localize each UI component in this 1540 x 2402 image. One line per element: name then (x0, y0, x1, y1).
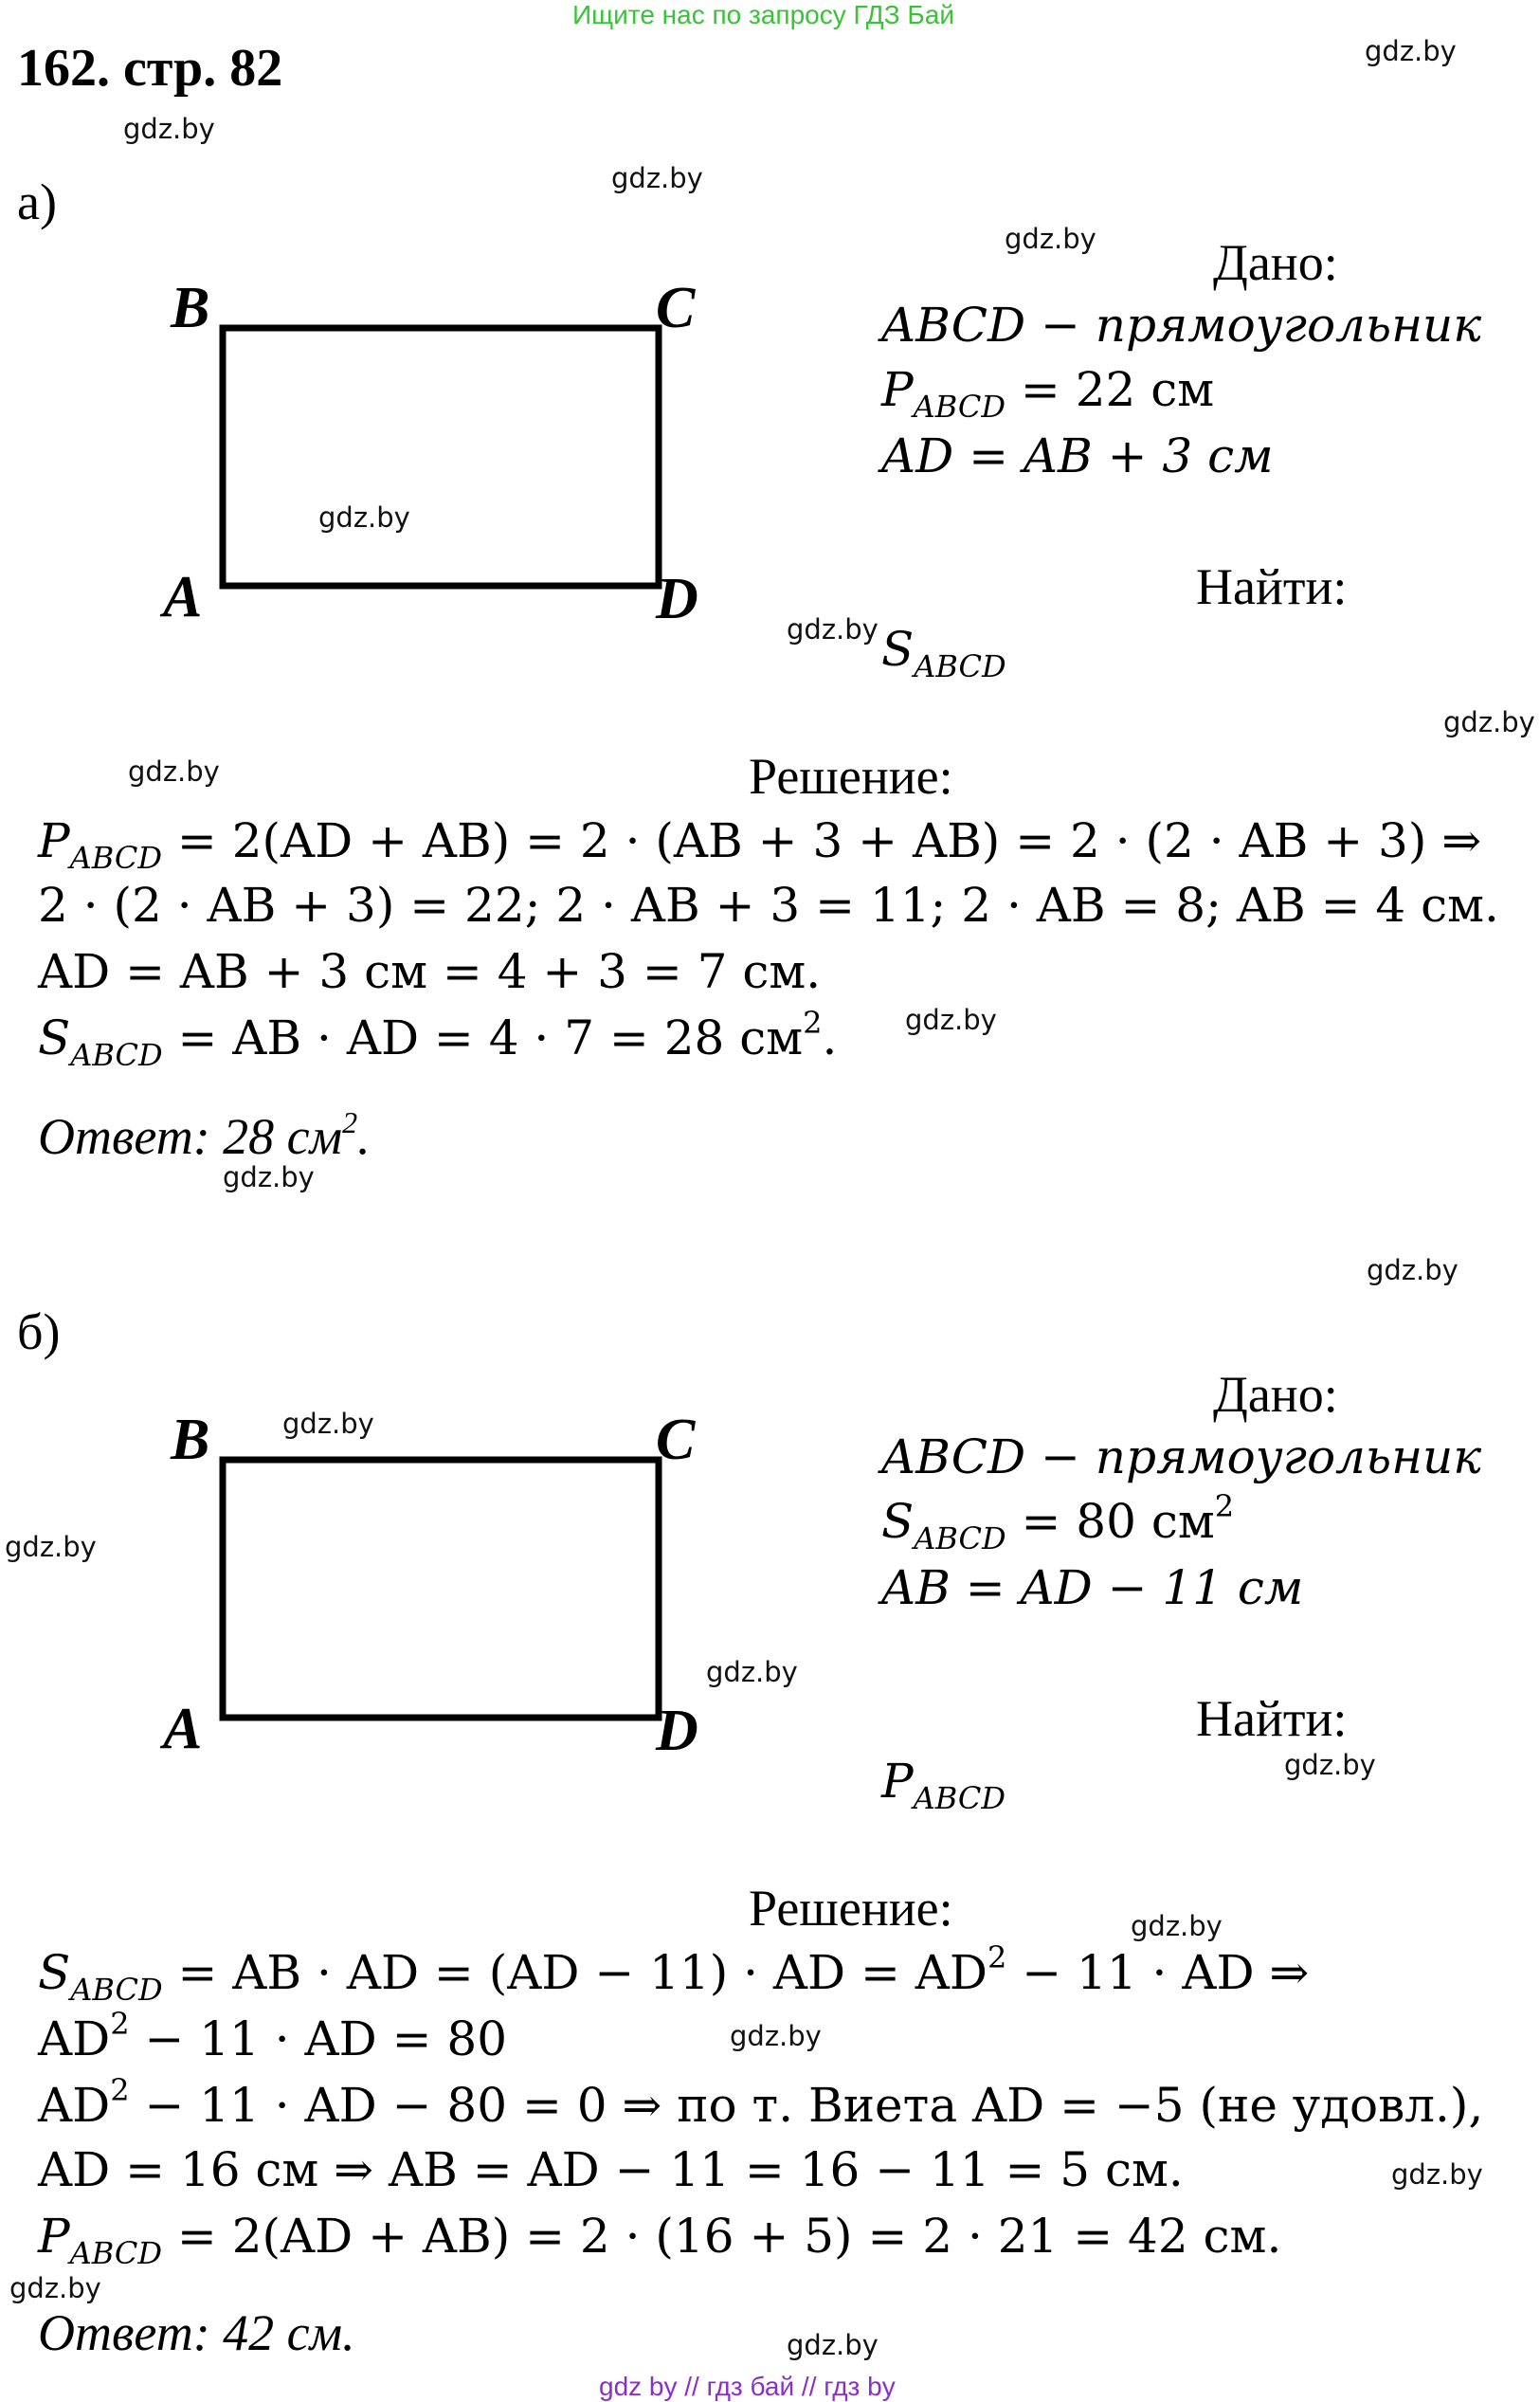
solution-heading: Решение: (749, 1880, 953, 1937)
solution-heading: Решение: (749, 748, 953, 805)
answer: Ответ: 28 $см^2$. (38, 1105, 371, 1165)
watermark: gdz.by (905, 1004, 997, 1036)
watermark: gdz.by (318, 501, 410, 534)
watermark: gdz.by (1367, 1254, 1458, 1286)
top-banner[interactable]: Ищите нас по запросу ГДЗ Бай (572, 0, 955, 29)
given-line: AB = AD − 11 см (881, 1560, 1304, 1615)
rectangle-abcd (223, 1460, 659, 1718)
watermark: gdz.by (223, 1161, 315, 1193)
watermark: gdz.by (1131, 1910, 1223, 1942)
solution-line: $P_{ABCD} = 2(AD + AB) = 2 \cdot (AB + 3 + AB) = 2 \cdot (2$ · AB + 3) ⇒ (38, 813, 1482, 876)
watermark: gdz.by (1365, 35, 1457, 67)
solution-line: $S_{ABCD}$ = AB · AD = 4 · 7 = 28 $см^2$. (38, 1005, 838, 1073)
page-title: 162. стр. 82 (17, 39, 283, 98)
watermark: gdz.by (5, 1531, 97, 1563)
part-a-label: а) (17, 173, 57, 230)
solution-line: AD = AB + 3 см = 4 + 3 = 7 см. (38, 944, 822, 999)
solution-line: $AD^2 - 11$ · AD = 80 (38, 2006, 508, 2066)
given-line: ABCD − прямоугольник (881, 298, 1482, 353)
watermark: gdz.by (9, 2272, 101, 2304)
watermark: gdz.by (787, 2329, 879, 2361)
watermark: gdz.by (611, 162, 703, 194)
solution-line: $AD^2 - 11$ · AD − 80 = 0 ⇒ по т. Виета AD = −5 (не удовл.), (38, 2072, 1484, 2133)
answer: Ответ: 42 см. (38, 2304, 355, 2361)
bottom-banner[interactable]: gdz by // гдз бай // гдз by (599, 2372, 896, 2401)
given-line: ABCD − прямоугольник (881, 1429, 1482, 1484)
vertex-a: A (163, 565, 203, 629)
given-line: $P_{ABCD} = 22$ см (881, 362, 1215, 425)
vertex-b: B (171, 1408, 210, 1472)
vertex-d: D (656, 1699, 698, 1763)
given-line: $S_{ABCD} = 80$ $см^2$ (881, 1488, 1235, 1556)
vertex-c: C (656, 1408, 696, 1472)
watermark: gdz.by (123, 113, 215, 145)
rectangle-figure-a (152, 265, 739, 635)
solution-line: AD = 16 см ⇒ AB = AD − 11 = 16 − 11 = 5 см. (38, 2142, 1184, 2197)
watermark: gdz.by (1005, 223, 1096, 255)
find-heading: Найти: (1196, 558, 1348, 615)
solution-line: $S_{ABCD}$ = AB · AD = (AD − 11) · AD = $AD^2 - 11$ · AD ⇒ (38, 1939, 1310, 2008)
vertex-d: D (656, 567, 698, 631)
find-value: $P_{ABCD}$ (881, 1754, 1006, 1816)
part-b-label: б) (17, 1303, 61, 1360)
vertex-b: B (171, 276, 210, 340)
find-value: $S_{ABCD}$ (881, 622, 1006, 684)
given-heading: Дано: (1213, 1366, 1338, 1423)
solution-line: $P_{ABCD} = 2(AD + AB) = 2 \cdot (16 + 5) = 2 \cdot 21 = 42$ см. (38, 2209, 1282, 2271)
watermark: gdz.by (128, 755, 220, 788)
watermark: gdz.by (282, 1408, 374, 1440)
watermark: gdz.by (1443, 706, 1535, 738)
given-line: AD = AB + 3 см (881, 428, 1274, 483)
watermark: gdz.by (730, 2020, 822, 2052)
rectangle-figure-b (152, 1397, 739, 1767)
find-heading: Найти: (1196, 1690, 1348, 1747)
watermark: gdz.by (706, 1656, 798, 1688)
watermark: gdz.by (1284, 1749, 1376, 1781)
vertex-a: A (163, 1697, 203, 1761)
rectangle-abcd (223, 328, 659, 586)
vertex-c: C (656, 276, 696, 340)
watermark: gdz.by (1391, 2158, 1483, 2191)
given-heading: Дано: (1213, 234, 1338, 291)
watermark: gdz.by (787, 613, 879, 646)
solution-line: 2 · (2 · AB + 3) = 22; 2 · AB + 3 = 11; 2 · AB = 8; AB = 4 см. (38, 878, 1499, 933)
